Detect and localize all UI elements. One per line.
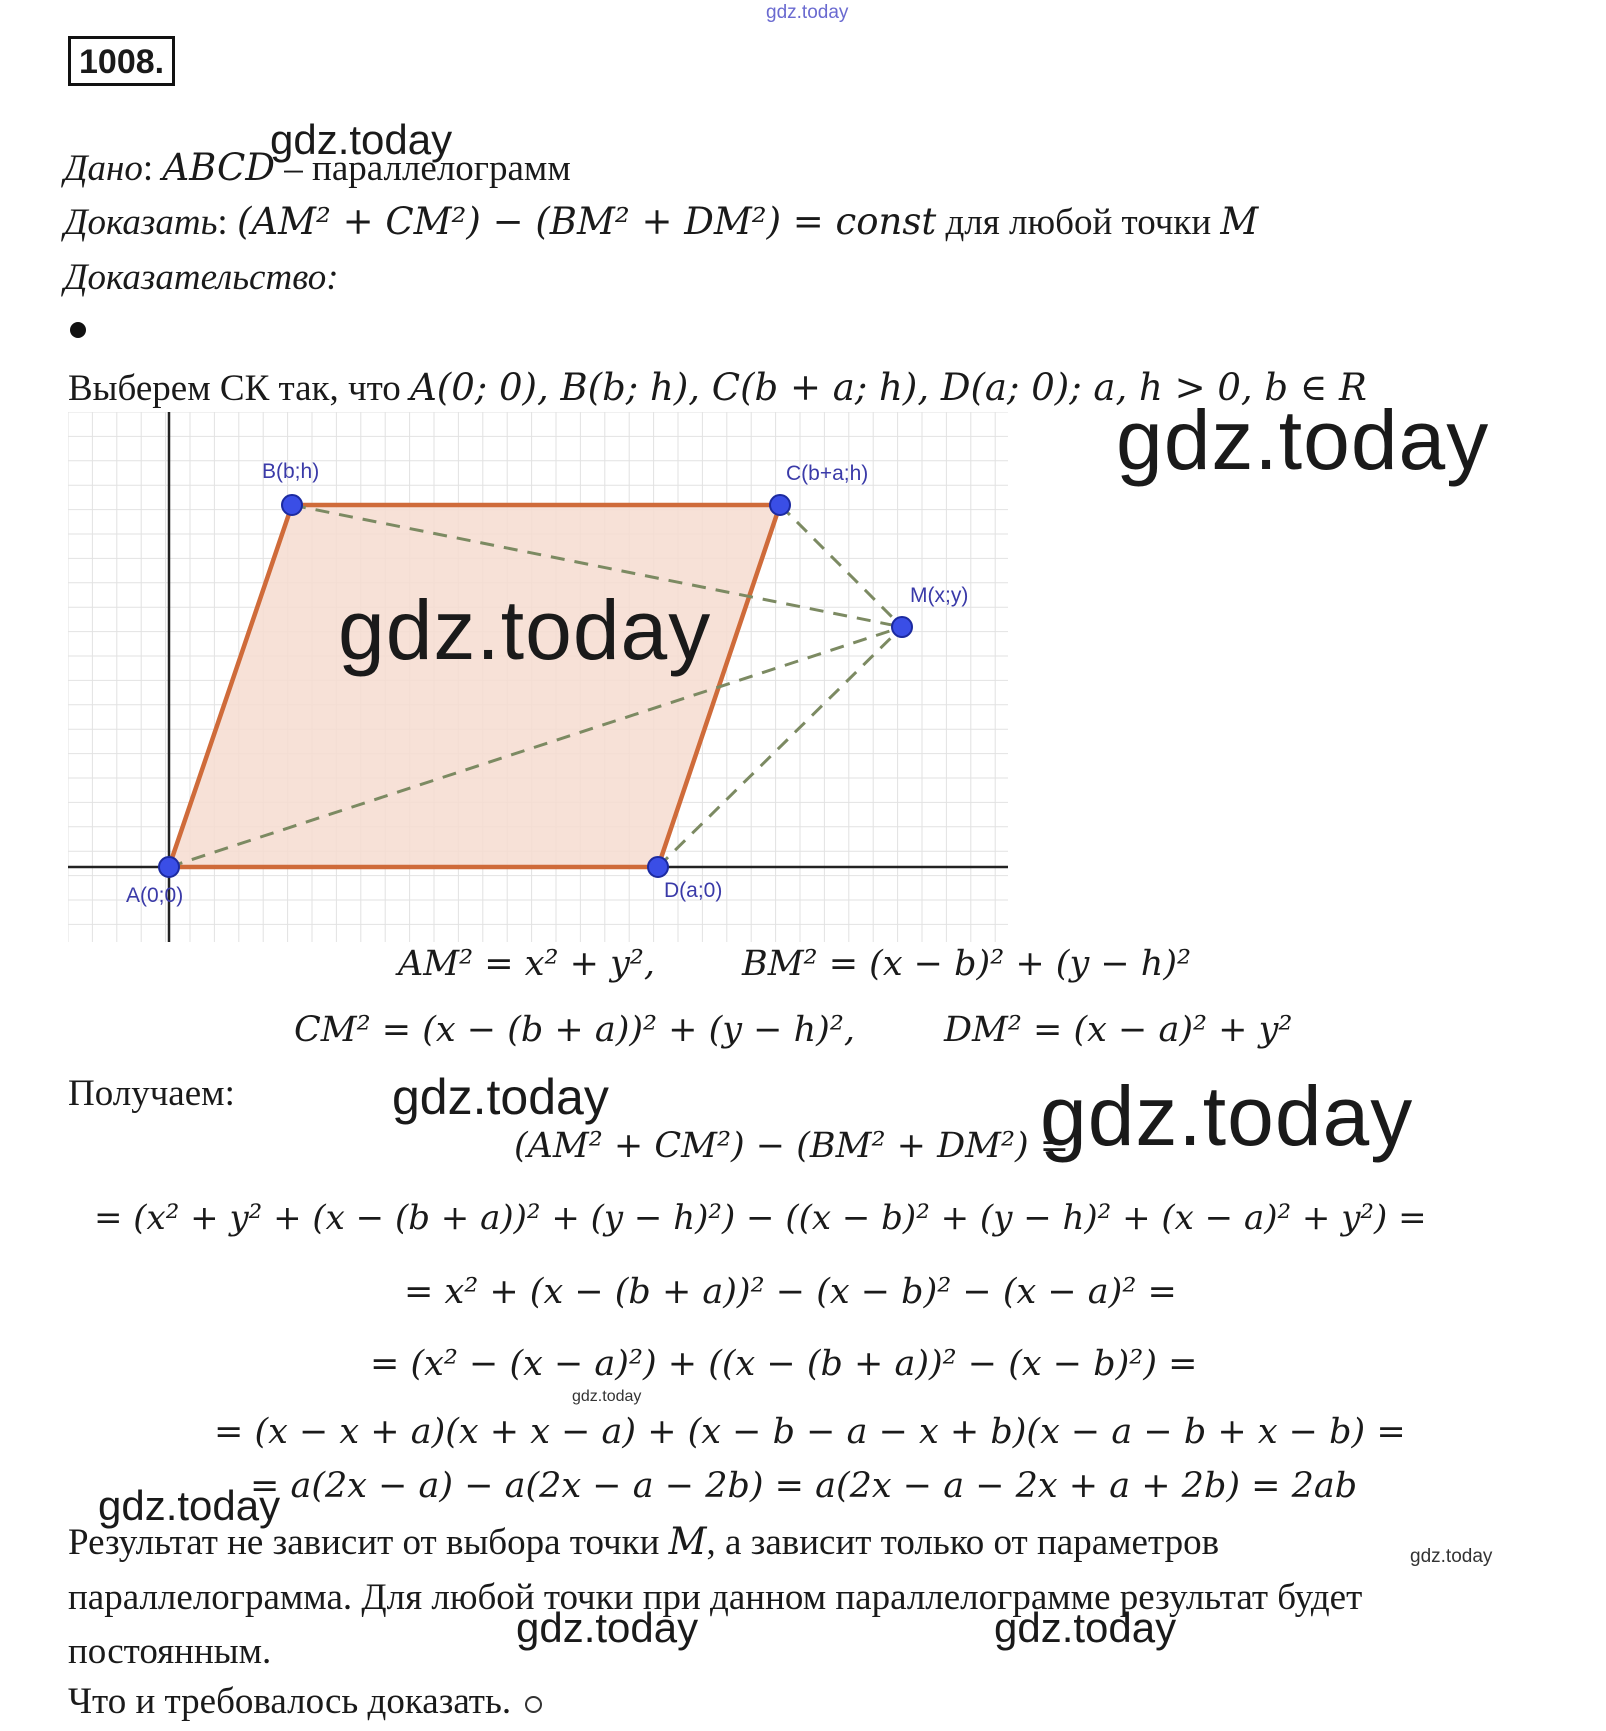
equation-am — [398, 944, 655, 984]
conclusion-text-1: Результат не зависит от выбора точки — [68, 1522, 660, 1563]
prove-line — [64, 200, 1258, 244]
watermark-1: gdz.today — [270, 116, 453, 163]
point-a — [159, 857, 179, 877]
watermark-4: gdz.today — [392, 1069, 609, 1125]
prove-text: для любой точки — [945, 202, 1212, 243]
equation-bm — [742, 944, 1191, 984]
qed-circle-icon — [525, 1696, 542, 1713]
label-m: M(x;y) — [910, 584, 969, 607]
prove-colon: : — [217, 202, 237, 243]
prove-label: Доказать — [64, 202, 218, 243]
equation-cm — [294, 1010, 855, 1050]
watermark-2: gdz.today — [1116, 393, 1490, 487]
watermark-8: gdz.today — [1410, 1546, 1493, 1567]
given-text: – параллелограмм — [284, 148, 571, 189]
point-d — [648, 857, 668, 877]
proof-label: Доказательство: — [64, 257, 339, 298]
derivation-line-2: = (x² + y² + (x − (b + a))² + (y − h)²) − ((x − b)² + (y − h)² + (x − a)² + y²) = — [94, 1198, 1427, 1238]
point-m — [892, 617, 912, 637]
derivation-line-5: = (x − x + a)(x + x − a) + (x − b − a − x + b)(x − a − b + x − b) = — [214, 1412, 1406, 1452]
label-b: B(b;h) — [262, 460, 320, 483]
label-d: D(a;0) — [664, 879, 723, 902]
equation-cm-text: CM² = (x − (b + a))² + (y − h)², — [294, 1010, 855, 1050]
watermark-6: gdz.today — [572, 1388, 642, 1405]
parallelogram — [169, 505, 780, 867]
coord-choice-text: Выберем СК так, что — [68, 368, 401, 409]
we-get-label: Получаем: — [68, 1073, 235, 1114]
conclusion-text-2: , а зависит только от параметров — [706, 1522, 1220, 1563]
segment-cm — [780, 505, 902, 627]
watermark-5: gdz.today — [1040, 1069, 1414, 1163]
equation-dm-text: DM² = (x − a)² + y² — [944, 1010, 1293, 1050]
given-label: Дано — [64, 148, 143, 189]
given-expr: ABCD — [162, 146, 276, 189]
label-c: C(b+a;h) — [786, 462, 869, 485]
watermark-10: gdz.today — [994, 1604, 1177, 1651]
header-watermark: gdz.today — [766, 2, 849, 23]
label-a: A(0;0) — [126, 884, 184, 907]
watermark-3: gdz.today — [338, 583, 712, 677]
conclusion-point: M — [668, 1520, 707, 1563]
watermark-7: gdz.today — [98, 1482, 281, 1529]
derivation-line-1: (AM² + CM²) − (BM² + DM²) = — [514, 1126, 1070, 1166]
bullet — [70, 322, 86, 338]
qed-line — [68, 1680, 542, 1723]
derivation-line-3: = x² + (x − (b + a))² − (x − b)² − (x − a)² = — [404, 1272, 1177, 1312]
given-colon: : — [142, 148, 163, 189]
conclusion-line-3: постоянным. — [68, 1631, 272, 1672]
qed-text: Что и требовалось доказать. — [68, 1681, 512, 1722]
derivation-line-6: = a(2x − a) − a(2x − a − 2b) = a(2x − a − 2x + a + 2b) = 2ab — [250, 1466, 1358, 1506]
watermark-9: gdz.today — [516, 1604, 699, 1651]
derivation-line-4: = (x² − (x − a)²) + ((x − (b + a))² − (x − b)²) = — [370, 1344, 1198, 1384]
equation-bm-text: BM² = (x − b)² + (y − h)² — [742, 944, 1192, 984]
conclusion-line-2: параллелограмма. Для любой точки при данном параллелограмме результат будет — [68, 1577, 1363, 1618]
prove-point: M — [1220, 200, 1259, 243]
point-c — [770, 495, 790, 515]
prove-expr: (AM² + CM²) − (BM² + DM²) = const — [236, 200, 937, 243]
equation-am-text: AM² = x² + y², — [398, 944, 655, 984]
equation-dm — [944, 1010, 1292, 1050]
point-b — [282, 495, 302, 515]
coord-choice-expr: A(0; 0), B(b; h), C(b + a; h), D(a; 0); a, h > 0, b ∈ R — [410, 366, 1367, 409]
problem-number: 1008. — [68, 36, 175, 86]
